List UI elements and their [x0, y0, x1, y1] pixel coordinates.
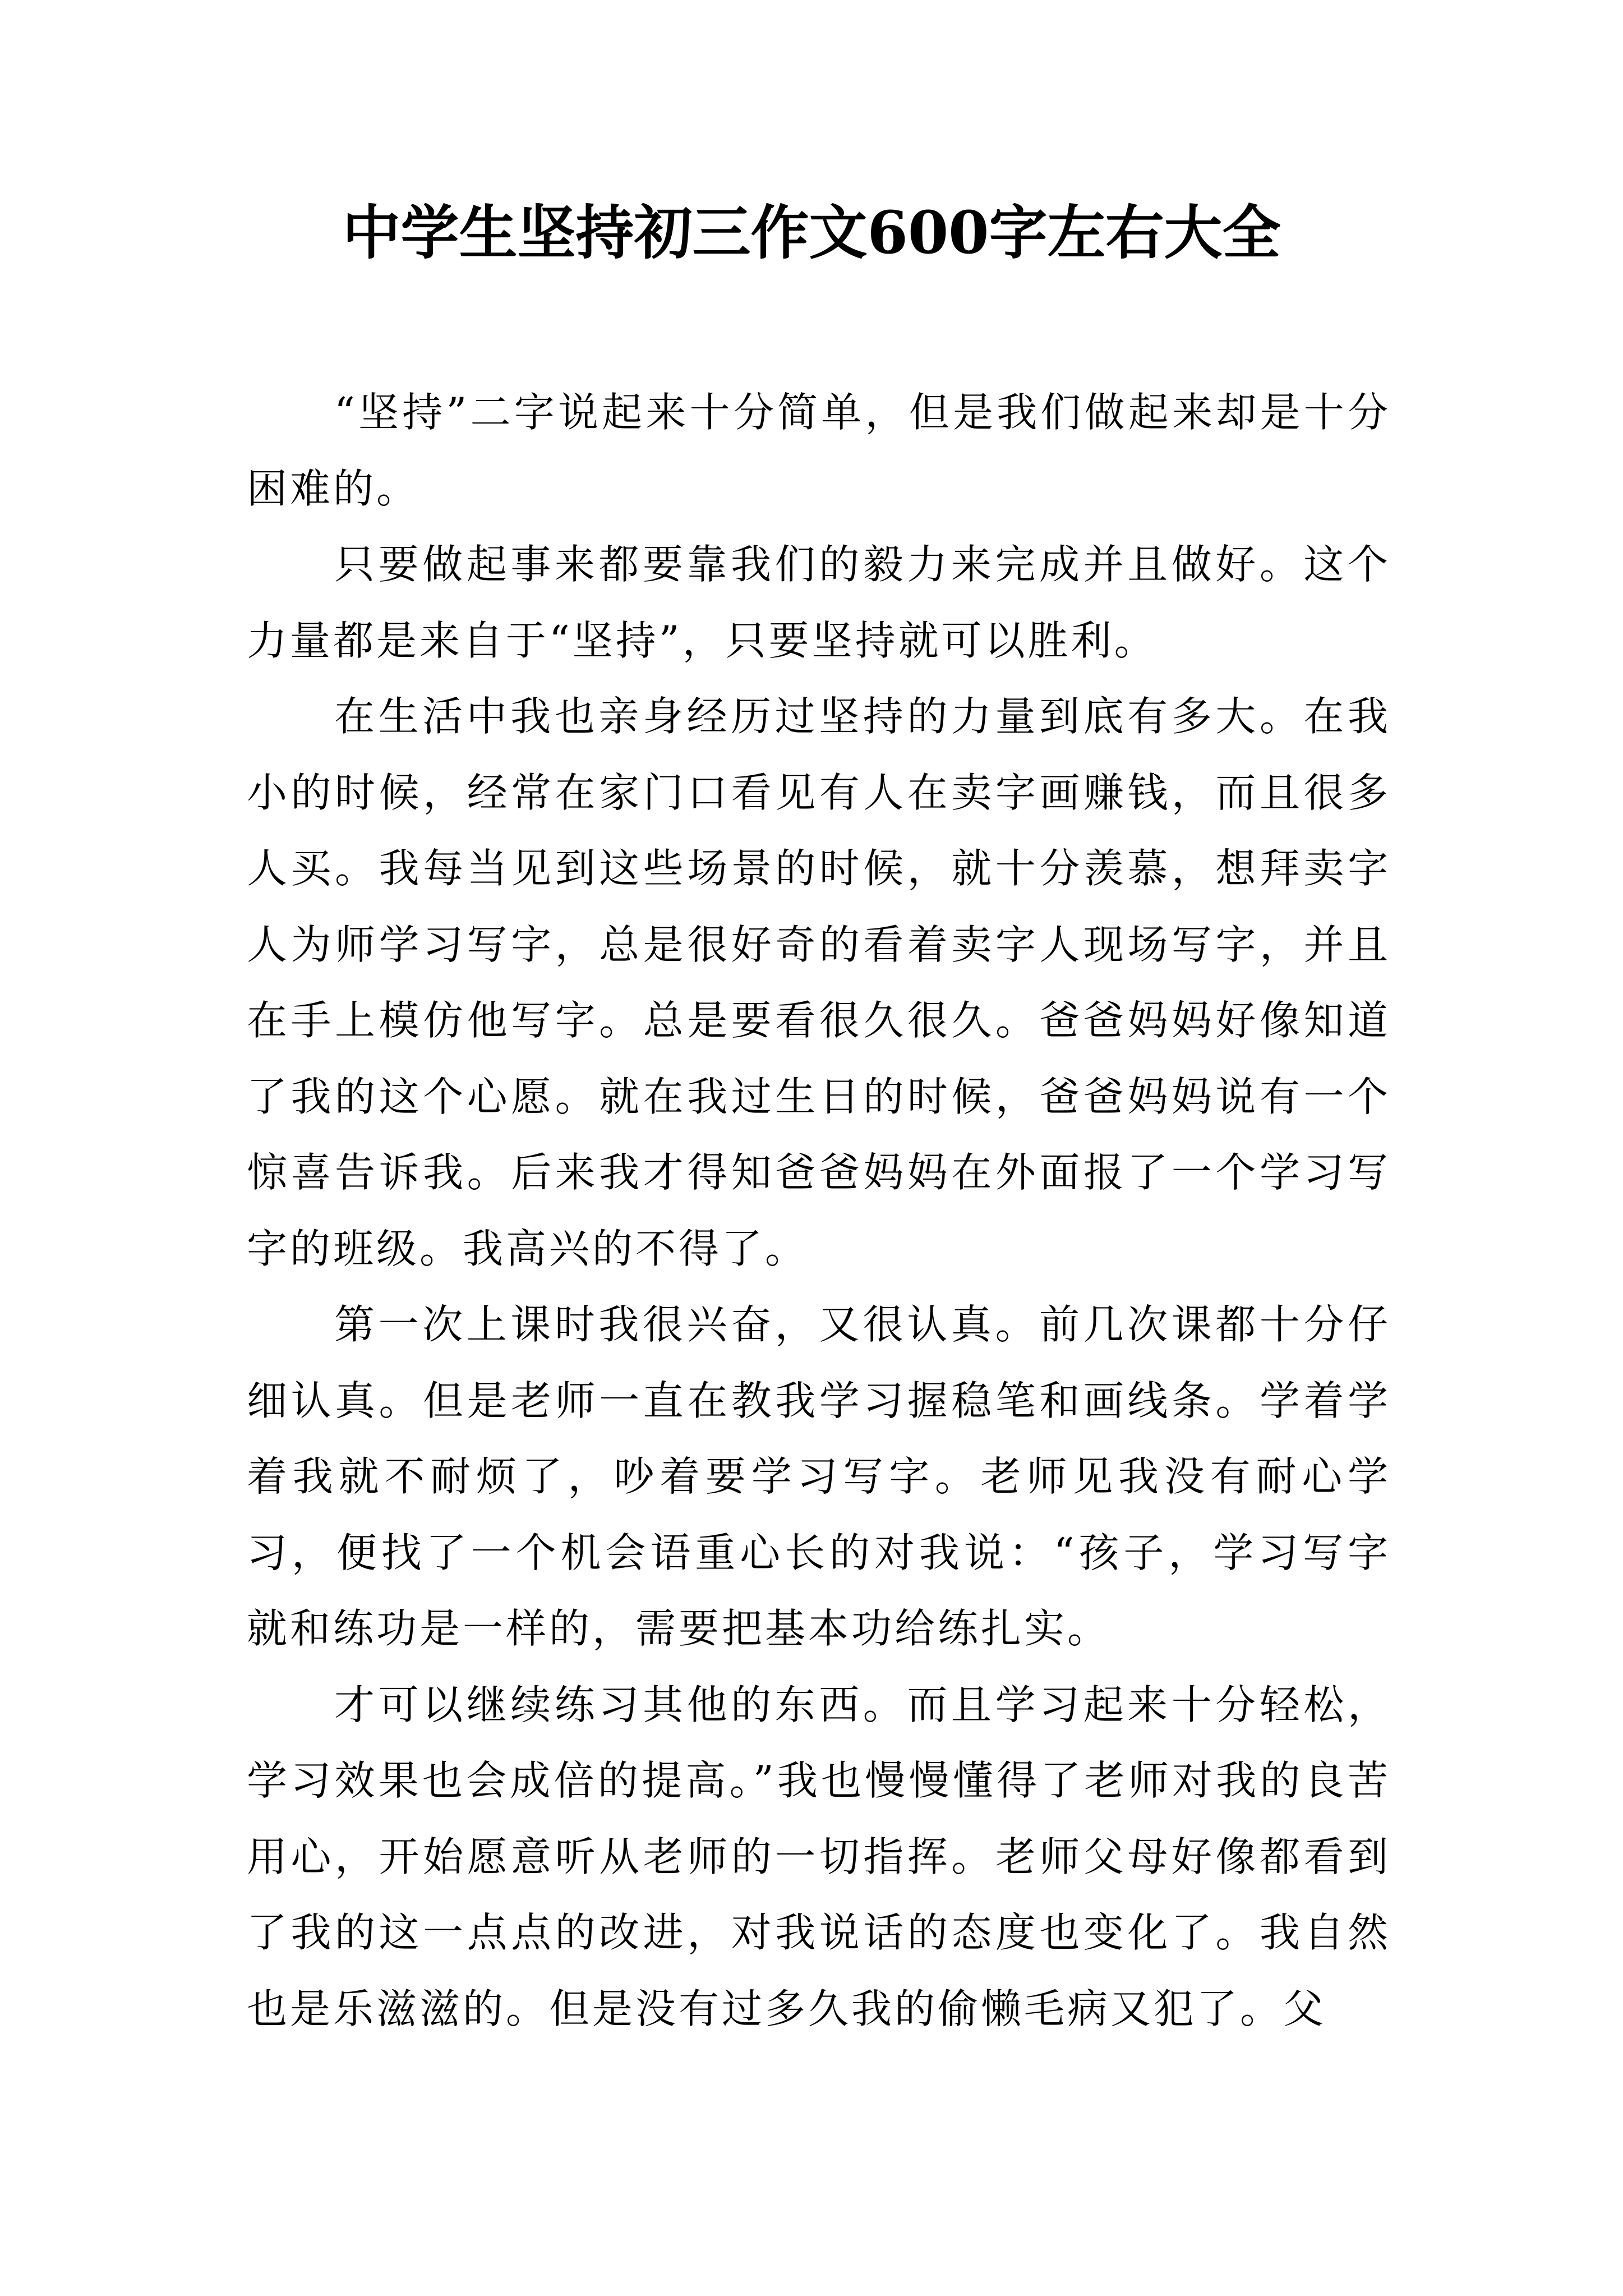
- paragraph: “坚持”二字说起来十分简单，但是我们做起来却是十分困难的。: [247, 389, 1391, 512]
- paragraph: 在生活中我也亲身经历过坚持的力量到底有多大。在我小的时候，经常在家门口看见有人在卖字画赚钱，而且很多人买。我每当见到这些场景的时候，就十分羡慕，想拜卖字人为师学习写字，总是很好奇的看着卖字人现场写字，并且在手上模仿他写字。总是要看很久很久。爸爸妈妈好像知道了我的这个心愿。就在我过生日的时候，爸爸妈妈说有一个惊喜告诉我。后来我才得知爸爸妈妈在外面报了一个学习写字的班级。我高兴的不得了。: [247, 693, 1391, 1272]
- paragraph: 才可以继续练习其他的东西。而且学习起来十分轻松，学习效果也会成倍的提高。”我也慢慢懂得了老师对我的良苦用心，开始愿意听从老师的一切指挥。老师父母好像都看到了我的这一点点的改进，对我说话的态度也变化了。我自然也是乐滋滋的。但是没有过多久我的偷懒毛病又犯了。父: [247, 1681, 1391, 2032]
- document-title: 中学生坚持初三作文600字左右大全: [342, 198, 1281, 267]
- document-body: [247, 375, 1391, 2047]
- paragraph: 只要做起事来都要靠我们的毅力来完成并且做好。这个力量都是来自于“坚持”，只要坚持就可以胜利。: [247, 541, 1391, 664]
- paragraph: 第一次上课时我很兴奋，又很认真。前几次课都十分仔细认真。但是老师一直在教我学习握稳笔和画线条。学着学着我就不耐烦了，吵着要学习写字。老师见我没有耐心学习，便找了一个机会语重心长的对我说：“孩子，学习写字就和练功是一样的，需要把基本功给练扎实。: [247, 1301, 1391, 1652]
